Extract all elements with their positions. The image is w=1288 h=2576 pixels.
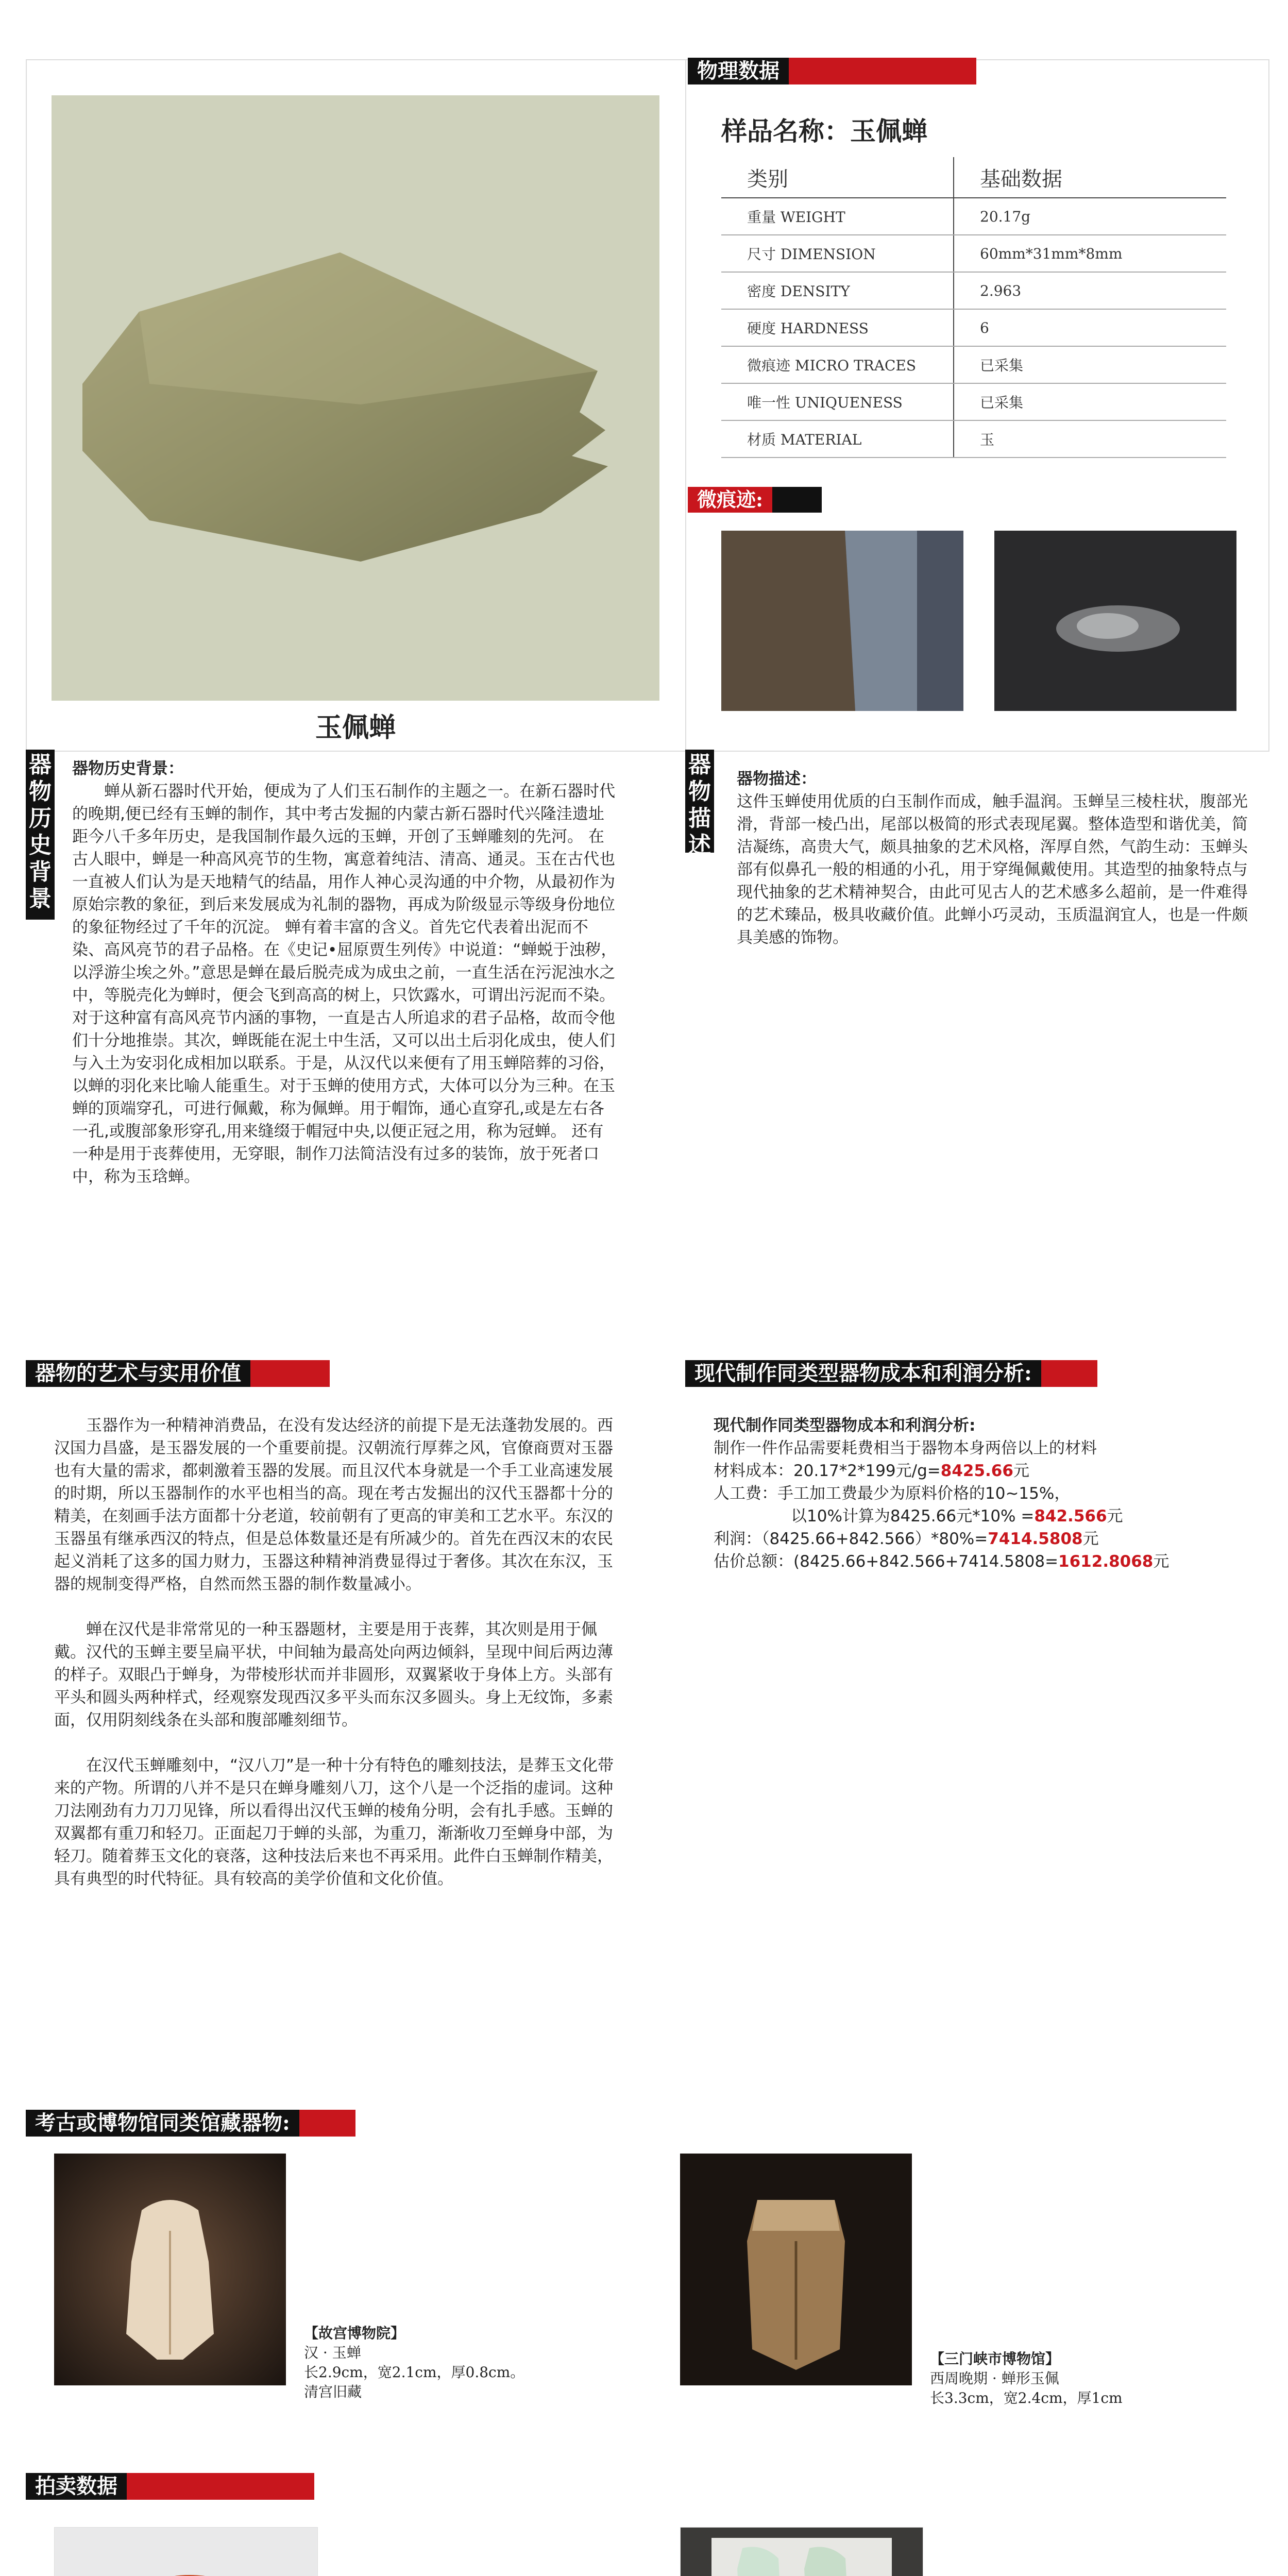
table-row: 微痕迹 MICRO TRACES 已采集: [721, 346, 1226, 383]
table-row: 重量 WEIGHT 20.17g: [721, 198, 1226, 235]
jade-cicada-illustration: [52, 95, 659, 701]
cost-title: 现代制作同类型器物成本和利润分析:: [714, 1416, 976, 1435]
history-title: 器物历史背景：: [72, 759, 184, 778]
description-section: [737, 768, 1252, 949]
table-row: 硬度 HARDNESS 6: [721, 309, 1226, 346]
spec-table-header: [721, 157, 1226, 198]
micro-trace-photo-2: [994, 531, 1236, 711]
cost-line: 估价总额：(8425.66+842.566+7414.5808=1612.8068元: [714, 1552, 1170, 1571]
cost-section: [714, 1414, 1270, 1573]
museum-info-2: 【三门峡市博物馆】 西周晚期 · 蝉形玉佩 长3.3cm，宽2.4cm，厚1cm: [930, 2350, 1123, 2406]
description-text: 这件玉蝉使用优质的白玉制作而成，触手温润。玉蝉呈三棱柱状，腹部光滑，背部一棱凸出，尾部以极简的形式表现尾翼。整体造型和谐优美，简洁凝练，高贵大气，颇具抽象的艺术风格，浑厚自然，气韵生动：玉蝉头部有似鼻孔一般的相通的小孔，用于穿绳佩戴使用。其造型的抽象特点与现代抽象的艺术精神契合，由此可见古人的艺术感多么超前，是一件难得的艺术臻品，极具收藏价值。此蝉小巧灵动，玉质温润宜人，也是一件颇具美感的饰物。: [737, 792, 1248, 947]
museum-photo-1: [54, 2154, 286, 2385]
history-tab: 器物历史背景: [26, 750, 55, 920]
col-category: 类别: [721, 157, 954, 198]
museum-photo-2: [680, 2154, 912, 2385]
physical-header: 物理数据: [688, 58, 976, 84]
micro-traces-header: 微痕迹:: [688, 487, 822, 513]
museum-header: 考古或博物馆同类馆藏器物:: [26, 2110, 355, 2137]
table-row: 密度 DENSITY 2.963: [721, 272, 1226, 309]
auction-header: 拍卖数据: [26, 2473, 314, 2500]
description-title: 器物描述：: [737, 770, 817, 788]
art-value-text: [54, 1414, 626, 1913]
col-data: 基础数据: [954, 157, 1226, 198]
history-section: [72, 757, 618, 1188]
museum-info-1: 【故宫博物院】 汉 · 玉蝉 长2.9cm，宽2.1cm，厚0.8cm。 清宫旧藏: [304, 2325, 525, 2400]
art-paragraph: 在汉代玉蝉雕刻中，“汉八刀”是一种十分有特色的雕刻技法，是葬玉文化带来的产物。所谓的八并不是只在蝉身雕刻八刀，这个八是一个泛指的虚词。这种刀法刚劲有力刀刀见锋，所以看得出汉代玉蝉的棱角分明，会有扎手感。玉蝉的双翼都有重刀和轻刀。正面起刀于蝉的头部，为重刀，渐渐收刀至蝉身中部，为轻刀。随着葬玉文化的衰落，这种技法后来也不再采用。此件白玉蝉制作精美，具有典型的时代特征。具有较高的美学价值和文化价值。: [54, 1756, 614, 1888]
table-row: 尺寸 DIMENSION 60mm*31mm*8mm: [721, 235, 1226, 272]
cost-line: 以10%计算为8425.66元*10% =842.566元: [791, 1507, 1123, 1526]
art-paragraph: 玉器作为一种精神消费品，在没有发达经济的前提下是无法蓬勃发展的。西汉国力昌盛，是玉器发展的一个重要前提。汉朝流行厚葬之风，官僚商贾对玉器也有大量的需求，都刺激着玉器的发展。而且汉代本身就是一个手工业高速发展的时期，所以玉器制作的水平也相当的高。现在考古发掘出的汉代玉器都十分的精美，在刻画手法方面都十分老道，较前朝有了更高的审美和工艺水平。东汉的玉器虽有继承西汉的特点，但是总体数量还是有所减少的。首先在西汉末的农民起义消耗了这多的国力财力，玉器这种精神消费显得过于奢侈。其次在东汉，玉器的规制变得严格，自然而然玉器的制作数量减小。: [54, 1416, 613, 1594]
auction-screenshot-2: [680, 2527, 923, 2576]
cost-line: 人工费：手工加工费最少为原料价格的10~15%，: [714, 1484, 1071, 1503]
history-text: 蝉从新石器时代开始，便成为了人们玉石制作的主题之一。在新石器时代的晚期,便已经有玉蝉的制作，其中考古发掘的内蒙古新石器时代兴隆洼遗址距今八千多年历史，是我国制作最久远的玉蝉，开创了玉蝉雕刻的先河。 在古人眼中，蝉是一种高风亮节的生物，寓意着纯洁、清高、通灵。玉在古代也一直被人们认为是天地精气的结晶，用作人神心灵沟通的中介物，从最初作为原始宗教的象征，到后来发展成为礼制的器物，再成为阶级显示等级身份地位的象征物经过了千年的沉淀。 蝉有着丰富的含义。首先它代表着出泥而不染、高风亮节的君子品格。在《史记•屈原贾生列传》中说道：“蝉蜕于浊秽，以浮游尘埃之外。”意思是蝉在最后脱壳成为成虫之前，一直生活在污泥浊水之中，等脱壳化为蝉时，便会飞到高高的树上，只饮露水，可谓出污泥而不染。对于这种富有高风亮节内涵的事物，一直是古人所追求的君子品格，故而令他们十分地推崇。其次，蝉既能在泥土中生活，又可以出土后羽化成虫，使人们与入土为安羽化成相加以联系。于是，从汉代以来便有了用玉蝉陪葬的习俗，以蝉的羽化来比喻人能重生。对于玉蝉的使用方式，大体可以分为三种。在玉蝉的顶端穿孔，可进行佩戴，称为佩蝉。用于帽饰，通心直穿孔,或是左右各一孔,或腹部象形穿孔,用来缝缀于帽冠中央,以便正冠之用，称为冠蝉。 还有一种是用于丧葬使用，无穿眼，制作刀法简洁没有过多的装饰，放于死者口中，称为玉琀蝉。: [72, 782, 617, 1186]
main-photo: [52, 95, 659, 701]
sample-name: 样品名称：玉佩蝉: [721, 116, 927, 146]
micro-trace-photo-1: [721, 531, 963, 711]
museum-name: 【三门峡市博物馆】: [930, 2350, 1060, 2367]
main-image-caption: 玉佩蝉: [315, 712, 396, 743]
cost-header: 现代制作同类型器物成本和利润分析:: [685, 1360, 1097, 1387]
auction-screenshot-1: [54, 2527, 318, 2576]
cost-line: 制作一件作品需要耗费相当于器物本身两倍以上的材料: [714, 1439, 1097, 1458]
spec-table: [721, 157, 1226, 458]
cost-line: 利润：（8425.66+842.566）*80%=7414.5808元: [714, 1530, 1099, 1548]
museum-name: 【故宫博物院】: [304, 2325, 405, 2342]
description-tab: 器物描述: [685, 750, 714, 853]
cost-line: 材料成本：20.17*2*199元/g=8425.66元: [714, 1462, 1029, 1480]
table-row: 唯一性 UNIQUENESS 已采集: [721, 383, 1226, 420]
table-row: 材质 MATERIAL 玉: [721, 420, 1226, 457]
art-value-header: 器物的艺术与实用价值: [26, 1360, 330, 1387]
art-paragraph: 蝉在汉代是非常常见的一种玉器题材，主要是用于丧葬，其次则是用于佩戴。汉代的玉蝉主要呈扁平状，中间轴为最高处向两边倾斜，呈现中间后两边薄的样子。双眼凸于蝉身，为带棱形状而并非圆形，双翼紧收于身体上方。头部有平头和圆头两种样式，经观察发现西汉多平头而东汉多圆头。身上无纹饰，多素面，仅用阴刻线条在头部和腹部雕刻细节。: [54, 1620, 613, 1730]
